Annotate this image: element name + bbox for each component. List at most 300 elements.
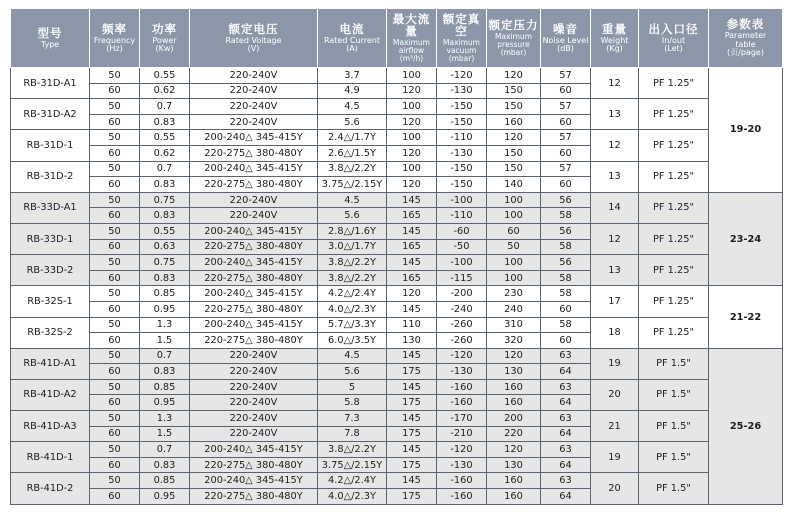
noise-cell: 60 xyxy=(541,301,591,317)
pressure-cell: 60 xyxy=(487,223,541,239)
frequency-cell: 60 xyxy=(90,301,140,317)
noise-cell: 57 xyxy=(541,99,591,115)
current-cell: 3.0△/1.7Y xyxy=(318,239,387,255)
voltage-cell: 220-240V xyxy=(190,379,318,395)
pressure-cell: 100 xyxy=(487,208,541,224)
header-label-en: Rated Current (A) xyxy=(323,35,380,54)
pressure-cell: 120 xyxy=(487,442,541,458)
noise-cell: 60 xyxy=(541,114,591,130)
airflow-cell: 100 xyxy=(387,161,437,177)
power-cell: 0.95 xyxy=(140,301,190,317)
model-type-cell: RB-31D-A2 xyxy=(11,99,90,130)
voltage-cell: 220-275△ 380-480Y xyxy=(190,301,318,317)
frequency-cell: 50 xyxy=(90,68,140,84)
header-label-en: Frequency (Hz) xyxy=(93,35,136,54)
frequency-cell: 50 xyxy=(90,317,140,333)
voltage-cell: 220-240V xyxy=(190,411,318,427)
weight-cell: 20 xyxy=(591,473,639,504)
col-pressure-header xyxy=(487,9,541,68)
table-row xyxy=(11,192,783,208)
airflow-cell: 175 xyxy=(387,457,437,473)
port-cell: PF 1.25" xyxy=(639,223,709,254)
model-type-cell: RB-32S-2 xyxy=(11,317,90,348)
power-cell: 0.95 xyxy=(140,395,190,411)
table-row xyxy=(11,99,783,115)
power-cell: 0.83 xyxy=(140,270,190,286)
vacuum-cell: -150 xyxy=(437,177,487,193)
frequency-cell: 60 xyxy=(90,333,140,349)
airflow-cell: 100 xyxy=(387,68,437,84)
current-cell: 5 xyxy=(318,379,387,395)
header-label-en: Parameter table (页/page) xyxy=(724,31,767,58)
header-label-zh: 型号 xyxy=(37,25,63,40)
voltage-cell: 220-275△ 380-480Y xyxy=(190,489,318,505)
voltage-cell: 220-275△ 380-480Y xyxy=(190,145,318,161)
power-cell: 0.62 xyxy=(140,83,190,99)
header-label-en: Weight (Kg) xyxy=(600,35,629,54)
noise-cell: 63 xyxy=(541,348,591,364)
vacuum-cell: -150 xyxy=(437,161,487,177)
current-cell: 5.6 xyxy=(318,364,387,380)
current-cell: 3.75△/2.15Y xyxy=(318,177,387,193)
airflow-cell: 145 xyxy=(387,223,437,239)
vacuum-cell: -150 xyxy=(437,114,487,130)
vacuum-cell: -120 xyxy=(437,348,487,364)
airflow-cell: 145 xyxy=(387,379,437,395)
model-type-cell: RB-41D-A3 xyxy=(11,411,90,442)
col-port-header xyxy=(639,9,709,68)
voltage-cell: 200-240△ 345-415Y xyxy=(190,317,318,333)
port-cell: PF 1.25" xyxy=(639,68,709,99)
current-cell: 3.75△/2.15Y xyxy=(318,457,387,473)
pressure-cell: 120 xyxy=(487,68,541,84)
voltage-cell: 220-240V xyxy=(190,192,318,208)
current-cell: 7.8 xyxy=(318,426,387,442)
table-row xyxy=(11,223,783,239)
pressure-cell: 320 xyxy=(487,333,541,349)
airflow-cell: 165 xyxy=(387,208,437,224)
header-row xyxy=(11,9,783,68)
weight-cell: 12 xyxy=(591,68,639,99)
current-cell: 3.7 xyxy=(318,68,387,84)
pressure-cell: 160 xyxy=(487,395,541,411)
airflow-cell: 145 xyxy=(387,411,437,427)
port-cell: PF 1.5" xyxy=(639,411,709,442)
vacuum-cell: -240 xyxy=(437,301,487,317)
port-cell: PF 1.5" xyxy=(639,473,709,504)
frequency-cell: 50 xyxy=(90,286,140,302)
frequency-cell: 60 xyxy=(90,145,140,161)
header-label-en: Maximum pressure (mbar) xyxy=(495,32,532,57)
pressure-cell: 310 xyxy=(487,317,541,333)
power-cell: 1.3 xyxy=(140,411,190,427)
vacuum-cell: -120 xyxy=(437,442,487,458)
power-cell: 0.83 xyxy=(140,208,190,224)
noise-cell: 57 xyxy=(541,130,591,146)
model-type-cell: RB-41D-A2 xyxy=(11,379,90,410)
current-cell: 4.5 xyxy=(318,99,387,115)
model-type-cell: RB-31D-2 xyxy=(11,161,90,192)
header-label-en: Type xyxy=(40,39,60,49)
port-cell: PF 1.5" xyxy=(639,442,709,473)
vacuum-cell: -160 xyxy=(437,379,487,395)
voltage-cell: 220-240V xyxy=(190,348,318,364)
frequency-cell: 50 xyxy=(90,348,140,364)
frequency-cell: 50 xyxy=(90,442,140,458)
power-cell: 0.83 xyxy=(140,114,190,130)
frequency-cell: 60 xyxy=(90,83,140,99)
vacuum-cell: -110 xyxy=(437,130,487,146)
vacuum-cell: -160 xyxy=(437,473,487,489)
col-vacuum-header xyxy=(437,9,487,68)
voltage-cell: 220-275△ 380-480Y xyxy=(190,333,318,349)
header-label-zh: 参数表 xyxy=(726,17,765,32)
vacuum-cell: -210 xyxy=(437,426,487,442)
header-label-en: Maximum vacuum (mbar) xyxy=(443,38,480,63)
vacuum-cell: -160 xyxy=(437,395,487,411)
pressure-cell: 120 xyxy=(487,348,541,364)
weight-cell: 18 xyxy=(591,317,639,348)
noise-cell: 63 xyxy=(541,411,591,427)
pressure-cell: 150 xyxy=(487,161,541,177)
weight-cell: 17 xyxy=(591,286,639,317)
pressure-cell: 200 xyxy=(487,411,541,427)
current-cell: 6.0△/3.5Y xyxy=(318,333,387,349)
table-row xyxy=(11,411,783,427)
port-cell: PF 1.25" xyxy=(639,317,709,348)
noise-cell: 57 xyxy=(541,68,591,84)
vacuum-cell: -170 xyxy=(437,411,487,427)
voltage-cell: 200-240△ 345-415Y xyxy=(190,161,318,177)
weight-cell: 19 xyxy=(591,442,639,473)
pressure-cell: 150 xyxy=(487,99,541,115)
power-cell: 0.63 xyxy=(140,239,190,255)
model-type-cell: RB-33D-A1 xyxy=(11,192,90,223)
noise-cell: 60 xyxy=(541,145,591,161)
noise-cell: 56 xyxy=(541,223,591,239)
noise-cell: 58 xyxy=(541,239,591,255)
pressure-cell: 160 xyxy=(487,379,541,395)
voltage-cell: 220-275△ 380-480Y xyxy=(190,457,318,473)
table-body xyxy=(11,68,783,505)
model-type-cell: RB-41D-A1 xyxy=(11,348,90,379)
table-row xyxy=(11,286,783,302)
voltage-cell: 200-240△ 345-415Y xyxy=(190,473,318,489)
frequency-cell: 60 xyxy=(90,489,140,505)
col-airflow-header xyxy=(387,9,437,68)
noise-cell: 64 xyxy=(541,457,591,473)
port-cell: PF 1.5" xyxy=(639,348,709,379)
airflow-cell: 145 xyxy=(387,348,437,364)
power-cell: 1.5 xyxy=(140,426,190,442)
voltage-cell: 200-240△ 345-415Y xyxy=(190,223,318,239)
noise-cell: 64 xyxy=(541,395,591,411)
header-label-zh: 功率 xyxy=(152,21,177,36)
airflow-cell: 145 xyxy=(387,255,437,271)
parameter-page-cell: 25-26 xyxy=(709,348,783,504)
parameter-page-cell: 23-24 xyxy=(709,192,783,286)
airflow-cell: 120 xyxy=(387,286,437,302)
frequency-cell: 50 xyxy=(90,379,140,395)
pressure-cell: 240 xyxy=(487,301,541,317)
power-cell: 0.83 xyxy=(140,457,190,473)
header-label-en: Power (Kw) xyxy=(152,35,177,54)
col-parameter-page-header xyxy=(709,9,783,68)
col-noise-header xyxy=(541,9,591,68)
power-cell: 1.3 xyxy=(140,317,190,333)
spec-table xyxy=(10,8,783,505)
model-type-cell: RB-32S-1 xyxy=(11,286,90,317)
current-cell: 3.8△/2.2Y xyxy=(318,442,387,458)
frequency-cell: 60 xyxy=(90,208,140,224)
power-cell: 0.85 xyxy=(140,286,190,302)
vacuum-cell: -200 xyxy=(437,286,487,302)
header-label-zh: 频率 xyxy=(102,21,127,36)
voltage-cell: 220-240V xyxy=(190,99,318,115)
current-cell: 5.6 xyxy=(318,114,387,130)
port-cell: PF 1.25" xyxy=(639,255,709,286)
voltage-cell: 200-240△ 345-415Y xyxy=(190,255,318,271)
frequency-cell: 60 xyxy=(90,239,140,255)
frequency-cell: 60 xyxy=(90,177,140,193)
noise-cell: 58 xyxy=(541,286,591,302)
vacuum-cell: -100 xyxy=(437,192,487,208)
noise-cell: 64 xyxy=(541,426,591,442)
weight-cell: 14 xyxy=(591,192,639,223)
col-voltage-header xyxy=(190,9,318,68)
table-row xyxy=(11,130,783,146)
airflow-cell: 145 xyxy=(387,473,437,489)
frequency-cell: 60 xyxy=(90,457,140,473)
port-cell: PF 1.25" xyxy=(639,192,709,223)
model-type-cell: RB-41D-1 xyxy=(11,442,90,473)
current-cell: 3.8△/2.2Y xyxy=(318,255,387,271)
voltage-cell: 200-240△ 345-415Y xyxy=(190,286,318,302)
frequency-cell: 60 xyxy=(90,426,140,442)
power-cell: 0.62 xyxy=(140,145,190,161)
power-cell: 0.55 xyxy=(140,68,190,84)
vacuum-cell: -120 xyxy=(437,68,487,84)
noise-cell: 58 xyxy=(541,208,591,224)
frequency-cell: 60 xyxy=(90,270,140,286)
current-cell: 5.7△/3.3Y xyxy=(318,317,387,333)
power-cell: 1.5 xyxy=(140,333,190,349)
port-cell: PF 1.25" xyxy=(639,130,709,161)
airflow-cell: 175 xyxy=(387,395,437,411)
pressure-cell: 150 xyxy=(487,145,541,161)
airflow-cell: 120 xyxy=(387,114,437,130)
noise-cell: 63 xyxy=(541,379,591,395)
weight-cell: 21 xyxy=(591,411,639,442)
col-power-header xyxy=(140,9,190,68)
current-cell: 4.2△/2.4Y xyxy=(318,473,387,489)
frequency-cell: 50 xyxy=(90,255,140,271)
power-cell: 0.7 xyxy=(140,161,190,177)
frequency-cell: 60 xyxy=(90,114,140,130)
vacuum-cell: -260 xyxy=(437,333,487,349)
header-label-zh: 最大流量 xyxy=(392,12,431,39)
voltage-cell: 200-240△ 345-415Y xyxy=(190,130,318,146)
noise-cell: 57 xyxy=(541,161,591,177)
table-row xyxy=(11,442,783,458)
pressure-cell: 220 xyxy=(487,426,541,442)
vacuum-cell: -100 xyxy=(437,255,487,271)
power-cell: 0.55 xyxy=(140,130,190,146)
pressure-cell: 50 xyxy=(487,239,541,255)
current-cell: 5.8 xyxy=(318,395,387,411)
table-row xyxy=(11,255,783,271)
vacuum-cell: -260 xyxy=(437,317,487,333)
airflow-cell: 165 xyxy=(387,270,437,286)
noise-cell: 56 xyxy=(541,192,591,208)
vacuum-cell: -130 xyxy=(437,364,487,380)
table-row xyxy=(11,317,783,333)
noise-cell: 60 xyxy=(541,177,591,193)
frequency-cell: 50 xyxy=(90,473,140,489)
header-label-zh: 额定压力 xyxy=(488,18,539,33)
airflow-cell: 110 xyxy=(387,317,437,333)
airflow-cell: 100 xyxy=(387,130,437,146)
noise-cell: 60 xyxy=(541,83,591,99)
model-type-cell: RB-33D-2 xyxy=(11,255,90,286)
col-frequency-header xyxy=(90,9,140,68)
model-type-cell: RB-41D-2 xyxy=(11,473,90,504)
voltage-cell: 220-240V xyxy=(190,426,318,442)
voltage-cell: 220-240V xyxy=(190,364,318,380)
power-cell: 0.75 xyxy=(140,255,190,271)
vacuum-cell: -60 xyxy=(437,223,487,239)
voltage-cell: 220-275△ 380-480Y xyxy=(190,177,318,193)
vacuum-cell: -115 xyxy=(437,270,487,286)
port-cell: PF 1.25" xyxy=(639,286,709,317)
current-cell: 7.3 xyxy=(318,411,387,427)
weight-cell: 19 xyxy=(591,348,639,379)
airflow-cell: 120 xyxy=(387,83,437,99)
table-row xyxy=(11,473,783,489)
power-cell: 0.85 xyxy=(140,379,190,395)
airflow-cell: 165 xyxy=(387,239,437,255)
port-cell: PF 1.25" xyxy=(639,99,709,130)
voltage-cell: 220-240V xyxy=(190,395,318,411)
power-cell: 0.83 xyxy=(140,364,190,380)
model-type-cell: RB-31D-1 xyxy=(11,130,90,161)
noise-cell: 56 xyxy=(541,255,591,271)
voltage-cell: 220-240V xyxy=(190,114,318,130)
noise-cell: 63 xyxy=(541,473,591,489)
pressure-cell: 130 xyxy=(487,457,541,473)
noise-cell: 58 xyxy=(541,270,591,286)
weight-cell: 12 xyxy=(591,223,639,254)
weight-cell: 20 xyxy=(591,379,639,410)
pressure-cell: 100 xyxy=(487,192,541,208)
model-type-cell: RB-33D-1 xyxy=(11,223,90,254)
current-cell: 2.4△/1.7Y xyxy=(318,130,387,146)
voltage-cell: 220-275△ 380-480Y xyxy=(190,270,318,286)
header-label-en: Noise Level (dB) xyxy=(542,35,589,54)
model-type-cell: RB-31D-A1 xyxy=(11,68,90,99)
airflow-cell: 120 xyxy=(387,145,437,161)
pressure-cell: 140 xyxy=(487,177,541,193)
port-cell: PF 1.25" xyxy=(639,161,709,192)
parameter-page-cell: 21-22 xyxy=(709,286,783,348)
power-cell: 0.7 xyxy=(140,442,190,458)
table-row xyxy=(11,161,783,177)
pressure-cell: 230 xyxy=(487,286,541,302)
weight-cell: 13 xyxy=(591,255,639,286)
spec-table-container xyxy=(10,8,783,505)
frequency-cell: 50 xyxy=(90,99,140,115)
power-cell: 0.85 xyxy=(140,473,190,489)
pressure-cell: 160 xyxy=(487,114,541,130)
header-label-en: In/out (Let) xyxy=(661,35,686,54)
voltage-cell: 220-275△ 380-480Y xyxy=(190,239,318,255)
frequency-cell: 50 xyxy=(90,130,140,146)
pressure-cell: 120 xyxy=(487,130,541,146)
airflow-cell: 120 xyxy=(387,177,437,193)
noise-cell: 60 xyxy=(541,333,591,349)
frequency-cell: 50 xyxy=(90,223,140,239)
current-cell: 2.6△/1.5Y xyxy=(318,145,387,161)
current-cell: 4.5 xyxy=(318,192,387,208)
header-label-en: Maximum airflow (m³/h) xyxy=(393,38,430,63)
frequency-cell: 50 xyxy=(90,192,140,208)
current-cell: 4.5 xyxy=(318,348,387,364)
voltage-cell: 220-240V xyxy=(190,68,318,84)
col-current-header xyxy=(318,9,387,68)
vacuum-cell: -130 xyxy=(437,83,487,99)
airflow-cell: 145 xyxy=(387,301,437,317)
header-label-zh: 额定电压 xyxy=(228,21,279,36)
vacuum-cell: -160 xyxy=(437,489,487,505)
power-cell: 0.75 xyxy=(140,192,190,208)
noise-cell: 64 xyxy=(541,489,591,505)
header-label-zh: 电流 xyxy=(339,21,365,36)
table-row xyxy=(11,348,783,364)
current-cell: 3.8△/2.2Y xyxy=(318,270,387,286)
frequency-cell: 50 xyxy=(90,411,140,427)
col-weight-header xyxy=(591,9,639,68)
pressure-cell: 160 xyxy=(487,489,541,505)
table-row xyxy=(11,68,783,84)
current-cell: 4.0△/2.3Y xyxy=(318,489,387,505)
power-cell: 0.55 xyxy=(140,223,190,239)
power-cell: 0.7 xyxy=(140,348,190,364)
header-label-en: Rated Voltage (V) xyxy=(225,35,282,54)
col-type-header xyxy=(11,9,90,68)
current-cell: 4.2△/2.4Y xyxy=(318,286,387,302)
noise-cell: 64 xyxy=(541,364,591,380)
vacuum-cell: -130 xyxy=(437,457,487,473)
airflow-cell: 175 xyxy=(387,489,437,505)
header-label-zh: 额定真空 xyxy=(442,12,481,39)
pressure-cell: 100 xyxy=(487,255,541,271)
header-label-zh: 噪音 xyxy=(553,21,578,36)
current-cell: 2.8△/1.6Y xyxy=(318,223,387,239)
vacuum-cell: -110 xyxy=(437,208,487,224)
weight-cell: 13 xyxy=(591,99,639,130)
vacuum-cell: -130 xyxy=(437,145,487,161)
pressure-cell: 100 xyxy=(487,270,541,286)
vacuum-cell: -50 xyxy=(437,239,487,255)
pressure-cell: 150 xyxy=(487,83,541,99)
port-cell: PF 1.5" xyxy=(639,379,709,410)
frequency-cell: 50 xyxy=(90,161,140,177)
airflow-cell: 145 xyxy=(387,192,437,208)
voltage-cell: 220-240V xyxy=(190,83,318,99)
current-cell: 4.9 xyxy=(318,83,387,99)
current-cell: 5.6 xyxy=(318,208,387,224)
parameter-page-cell: 19-20 xyxy=(709,68,783,193)
